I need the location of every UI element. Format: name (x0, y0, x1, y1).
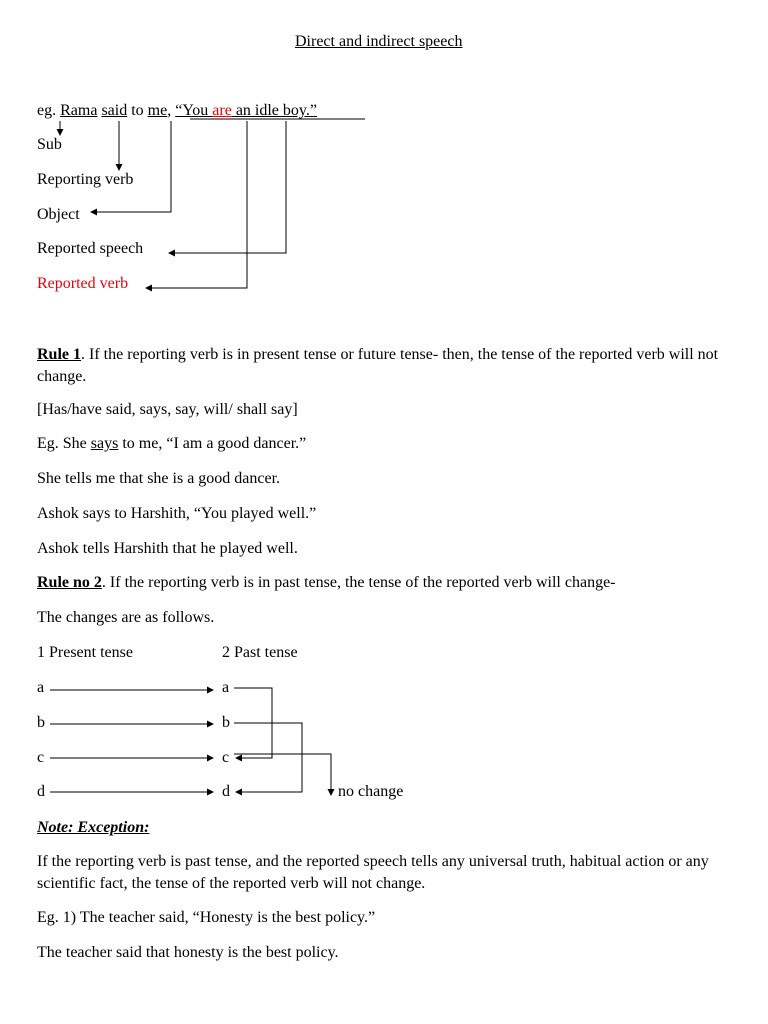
rule2-changes: The changes are as follows. (37, 609, 215, 626)
rule1-text: . If the reporting verb is in present tense or future tense- then, the tense of the reported verb will not change. (37, 346, 719, 385)
note-example-result: The teacher said that honesty is the best policy. (37, 944, 339, 961)
example-to: to (127, 102, 148, 119)
arrow-to-reported-speech (169, 121, 286, 253)
example-quote-open: “You (175, 102, 213, 119)
rule2-text: . If the reporting verb is in past tense, the tense of the reported verb will change- (101, 574, 616, 591)
note-example: Eg. 1) The teacher said, “Honesty is the best policy.” (37, 909, 376, 926)
example-subject: Rama (60, 102, 98, 119)
arrow-past-a-to-c (234, 688, 272, 758)
note-heading: Note: Exception: (37, 819, 150, 836)
rule1-example1 (37, 434, 306, 454)
page-title: Direct and indirect speech (295, 33, 463, 50)
rule1-paragraph (37, 344, 727, 388)
rule1-eg1-start: Eg. She (37, 435, 91, 452)
example-comma: , (167, 102, 176, 119)
rule1-example1-result: She tells me that she is a good dancer. (37, 470, 281, 487)
left-item-a: a (37, 679, 45, 696)
rule1-example2-result: Ashok tells Harshith that he played well. (37, 540, 298, 557)
no-change-label: no change (338, 783, 404, 800)
arrow-to-reported-verb (146, 121, 247, 288)
example-reported-verb: are (212, 102, 232, 119)
arrow-c-no-change (234, 754, 331, 795)
right-item-b: b (222, 714, 230, 731)
label-reporting-verb: Reporting verb (37, 171, 134, 188)
rule1-eg1-says: says (90, 435, 119, 452)
rule1-eg1-end: to me, “I am a good dancer.” (118, 435, 307, 452)
example-sentence (37, 101, 317, 121)
right-item-d: d (222, 783, 230, 800)
left-item-d: d (37, 783, 45, 800)
left-item-b: b (37, 714, 45, 731)
example-quote-close: an idle boy.” (231, 102, 317, 119)
right-item-a: a (222, 679, 230, 696)
arrow-past-b-to-d (234, 723, 302, 792)
example-object: me (147, 102, 168, 119)
rule1-verb-list: [Has/have said, says, say, will/ shall say] (37, 401, 298, 418)
rule2-heading: Rule no 2 (37, 574, 102, 591)
table-col-present: 1 Present tense (37, 644, 133, 661)
table-col-past: 2 Past tense (222, 644, 298, 661)
label-reported-speech: Reported speech (37, 240, 144, 257)
label-sub: Sub (37, 136, 62, 153)
label-object: Object (37, 206, 80, 223)
example-prefix: eg. (37, 102, 61, 119)
note-text: If the reporting verb is past tense, and the reported speech tells any universal truth, habitual action or any scientific fact, the tense of the reported verb will not change. (37, 853, 709, 892)
left-item-c: c (37, 749, 45, 766)
rule1-heading: Rule 1 (37, 346, 81, 363)
rule2-paragraph (37, 573, 616, 593)
right-item-c: c (222, 749, 230, 766)
label-reported-verb: Reported verb (37, 275, 129, 292)
arrow-to-object (91, 121, 171, 212)
example-reporting-verb: said (101, 102, 128, 119)
rule1-example2: Ashok says to Harshith, “You played well.” (37, 505, 317, 522)
